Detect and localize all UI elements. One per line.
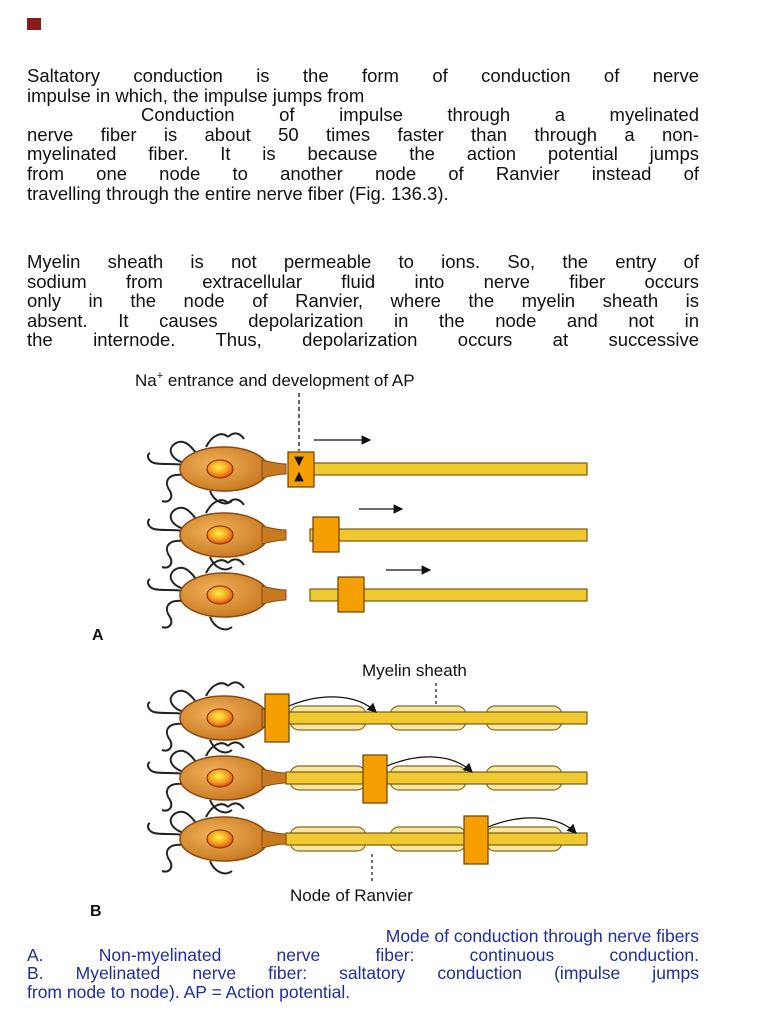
neuron-b1: [148, 682, 587, 752]
text-line: impulse in which, the impulse jumps from: [27, 84, 365, 106]
paragraph-saltatory-conduction: [27, 66, 699, 203]
depolarization-zone: [288, 452, 314, 487]
text-line: absent. It causes depolarization in the node and not in: [27, 309, 699, 331]
section-bullet: [27, 18, 41, 30]
panel-b-label: B: [90, 903, 102, 920]
text-line: Saltatory conduction is the form of conduction of nerve: [27, 65, 699, 86]
text-line: the internode. Thus, depolarization occurs at successive: [27, 329, 699, 351]
caption-line: Mode of conduction through nerve fibers: [385, 926, 699, 946]
text-line: sodium from extracellular fluid into nerve fiber occurs: [27, 270, 699, 292]
text-line: only in the node of Ranvier, where the myelin sheath is: [27, 290, 699, 312]
panel-a-label: A: [92, 627, 104, 644]
label-na-entrance: Na+ entrance and development of AP: [135, 370, 415, 390]
figure-caption: [27, 927, 699, 1001]
text-line: Conduction of impulse through a myelinated: [141, 104, 699, 126]
caption-line: A. Non-myelinated nerve fiber: continuous conduction.: [27, 944, 699, 965]
text-line: myelinated fiber. It is because the action potential jumps: [27, 143, 699, 165]
neuron-b2: [148, 742, 587, 812]
text-line: travelling through the entire nerve fiber (Fig. 136.3).: [27, 182, 449, 204]
label-myelin-sheath: Myelin sheath: [362, 661, 467, 680]
label-node-of-ranvier: Node of Ranvier: [290, 886, 413, 905]
text-line: from one node to another node of Ranvier instead of: [27, 162, 699, 184]
neuron-b3: [148, 803, 587, 873]
neuron-a1: [148, 433, 587, 503]
text-line: nerve fiber is about 50 times faster than through a non-: [27, 123, 699, 145]
neuron-a2: [148, 499, 587, 569]
caption-line: B. Myelinated nerve fiber: saltatory conduction (impulse jumps: [27, 963, 699, 984]
text-line: Myelin sheath is not permeable to ions. So, the entry of: [27, 251, 699, 272]
figure-nerve-conduction: [90, 365, 700, 930]
caption-line: from node to node). AP = Action potential.: [27, 981, 351, 1002]
neuron-a3: [148, 559, 587, 629]
paragraph-myelin-sheath: [27, 252, 699, 350]
